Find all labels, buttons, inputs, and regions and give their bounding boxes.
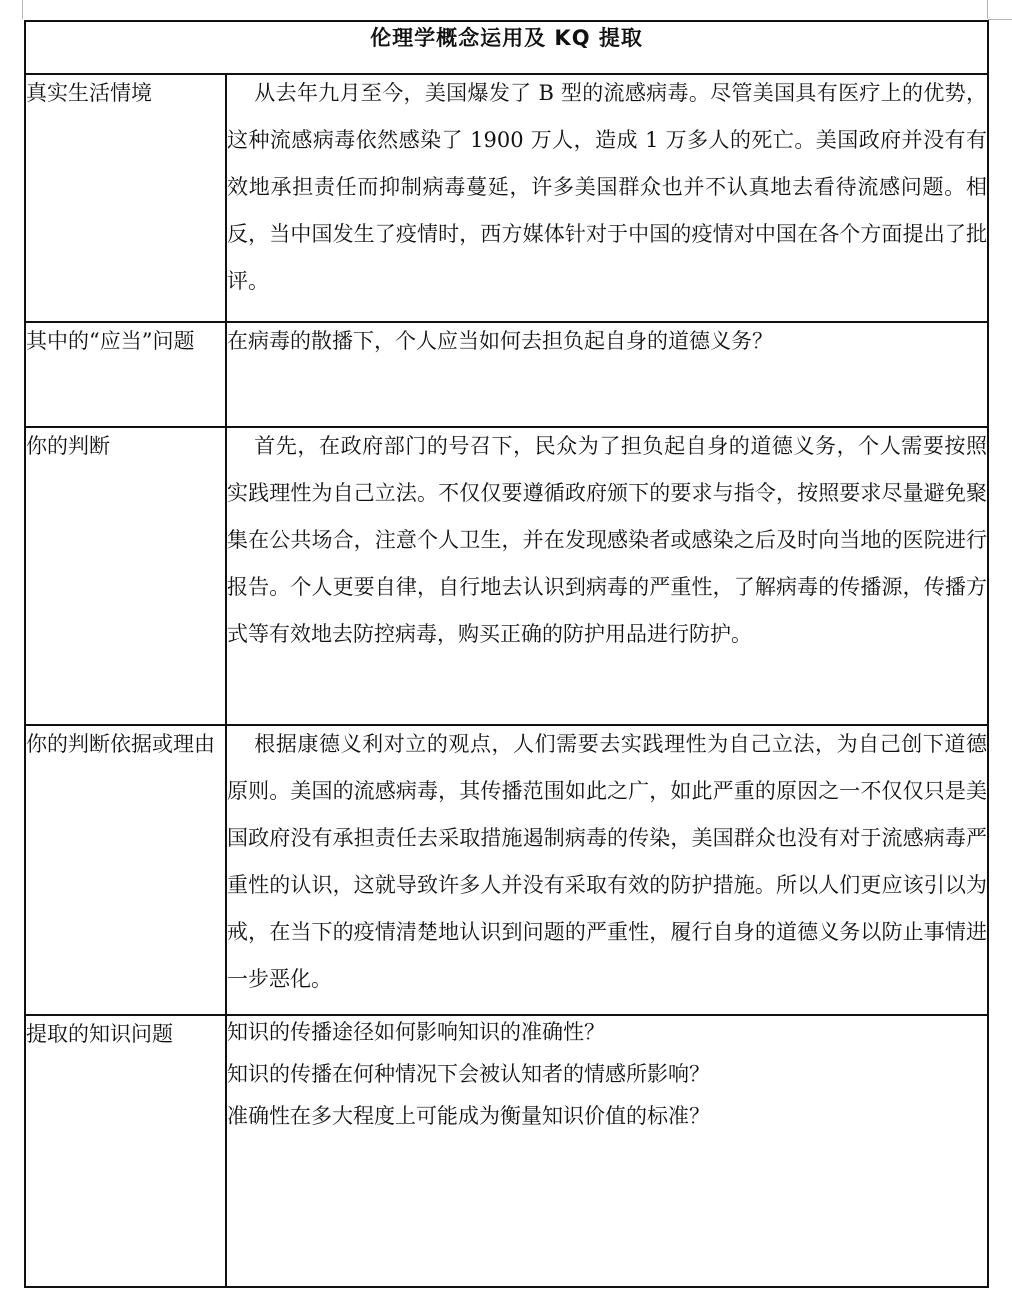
row-content-judgment [226, 427, 988, 725]
row-label-kq-text: 提取的知识问题 [26, 1022, 173, 1046]
row-label-ought [25, 322, 226, 427]
table-title-row [25, 21, 988, 74]
row-content-ought-text: 在病毒的散播下，个人应当如何去担负起自身的道德义务？ [227, 329, 773, 353]
row-content-ought [226, 322, 988, 427]
row-content-judgment-text: 首先，在政府部门的号召下，民众为了担负起自身的道德义务，个人需要按照实践理性为自己立法。不仅仅要遵循政府颁下的要求与指令，按照要求尽量避免聚集在公共场合，注意个人卫生，并在发现感染者或感染之后及时向当地的医院进行报告。个人更要自律，自行地去认识到病毒的严重性，了解病毒的传播源，传播方式等有效地去防控病毒，购买正确的防护用品进行防护。 [227, 434, 987, 646]
knowledge-question-2: 知识的传播在何种情况下会被认知者的情感所影响？ [227, 1062, 710, 1086]
row-label-scenario-text: 真实生活情境 [26, 81, 152, 105]
table-row-judgment [25, 427, 988, 725]
ethics-kq-table [24, 20, 989, 1288]
row-content-reason [226, 725, 988, 1015]
table-row-ought [25, 322, 988, 427]
knowledge-question-3: 准确性在多大程度上可能成为衡量知识价值的标准？ [227, 1104, 710, 1128]
row-label-reason-text: 你的判断依据或理由 [26, 732, 215, 756]
page-corner-mark-top-right-horizontal [988, 19, 1012, 20]
row-content-scenario-text: 从去年九月至今，美国爆发了 B 型的流感病毒。尽管美国具有医疗上的优势，这种流感病毒依然感染了 1900 万人，造成 1 万多人的死亡。美国政府并没有有效地承担责任而抑制病毒蔓延，许多美国群众也并不认真地去看待流感问题。相反，当中国发生了疫情时，西方媒体针对于中国的疫情对中国在各个方面提出了批评。 [227, 81, 987, 293]
row-label-judgment [25, 427, 226, 725]
table-row-knowledge-questions [25, 1015, 988, 1287]
page-corner-mark-top-right-vertical [987, 0, 988, 19]
table-row-reason [25, 725, 988, 1015]
table-row-scenario [25, 74, 988, 322]
row-label-reason [25, 725, 226, 1015]
row-content-scenario [226, 74, 988, 322]
knowledge-question-1: 知识的传播途径如何影响知识的准确性？ [227, 1020, 605, 1044]
table-title: 伦理学概念运用及 KQ 提取 [25, 21, 988, 74]
row-label-kq [25, 1015, 226, 1287]
row-content-kq [226, 1015, 988, 1287]
row-label-judgment-text: 你的判断 [26, 434, 110, 458]
row-content-reason-text: 根据康德义利对立的观点，人们需要去实践理性为自己立法，为自己创下道德原则。美国的流感病毒，其传播范围如此之广，如此严重的原因之一不仅仅只是美国政府没有承担责任去采取措施遏制病毒的传染，美国群众也没有对于流感病毒严重性的认识，这就导致许多人并没有采取有效的防护措施。所以人们更应该引以为戒，在当下的疫情清楚地认识到问题的严重性，履行自身的道德义务以防止事情进一步恶化。 [227, 732, 987, 991]
row-label-ought-text: 其中的“应当”问题 [26, 329, 195, 353]
row-label-scenario [25, 74, 226, 322]
page-corner-mark-top-left [22, 0, 23, 19]
